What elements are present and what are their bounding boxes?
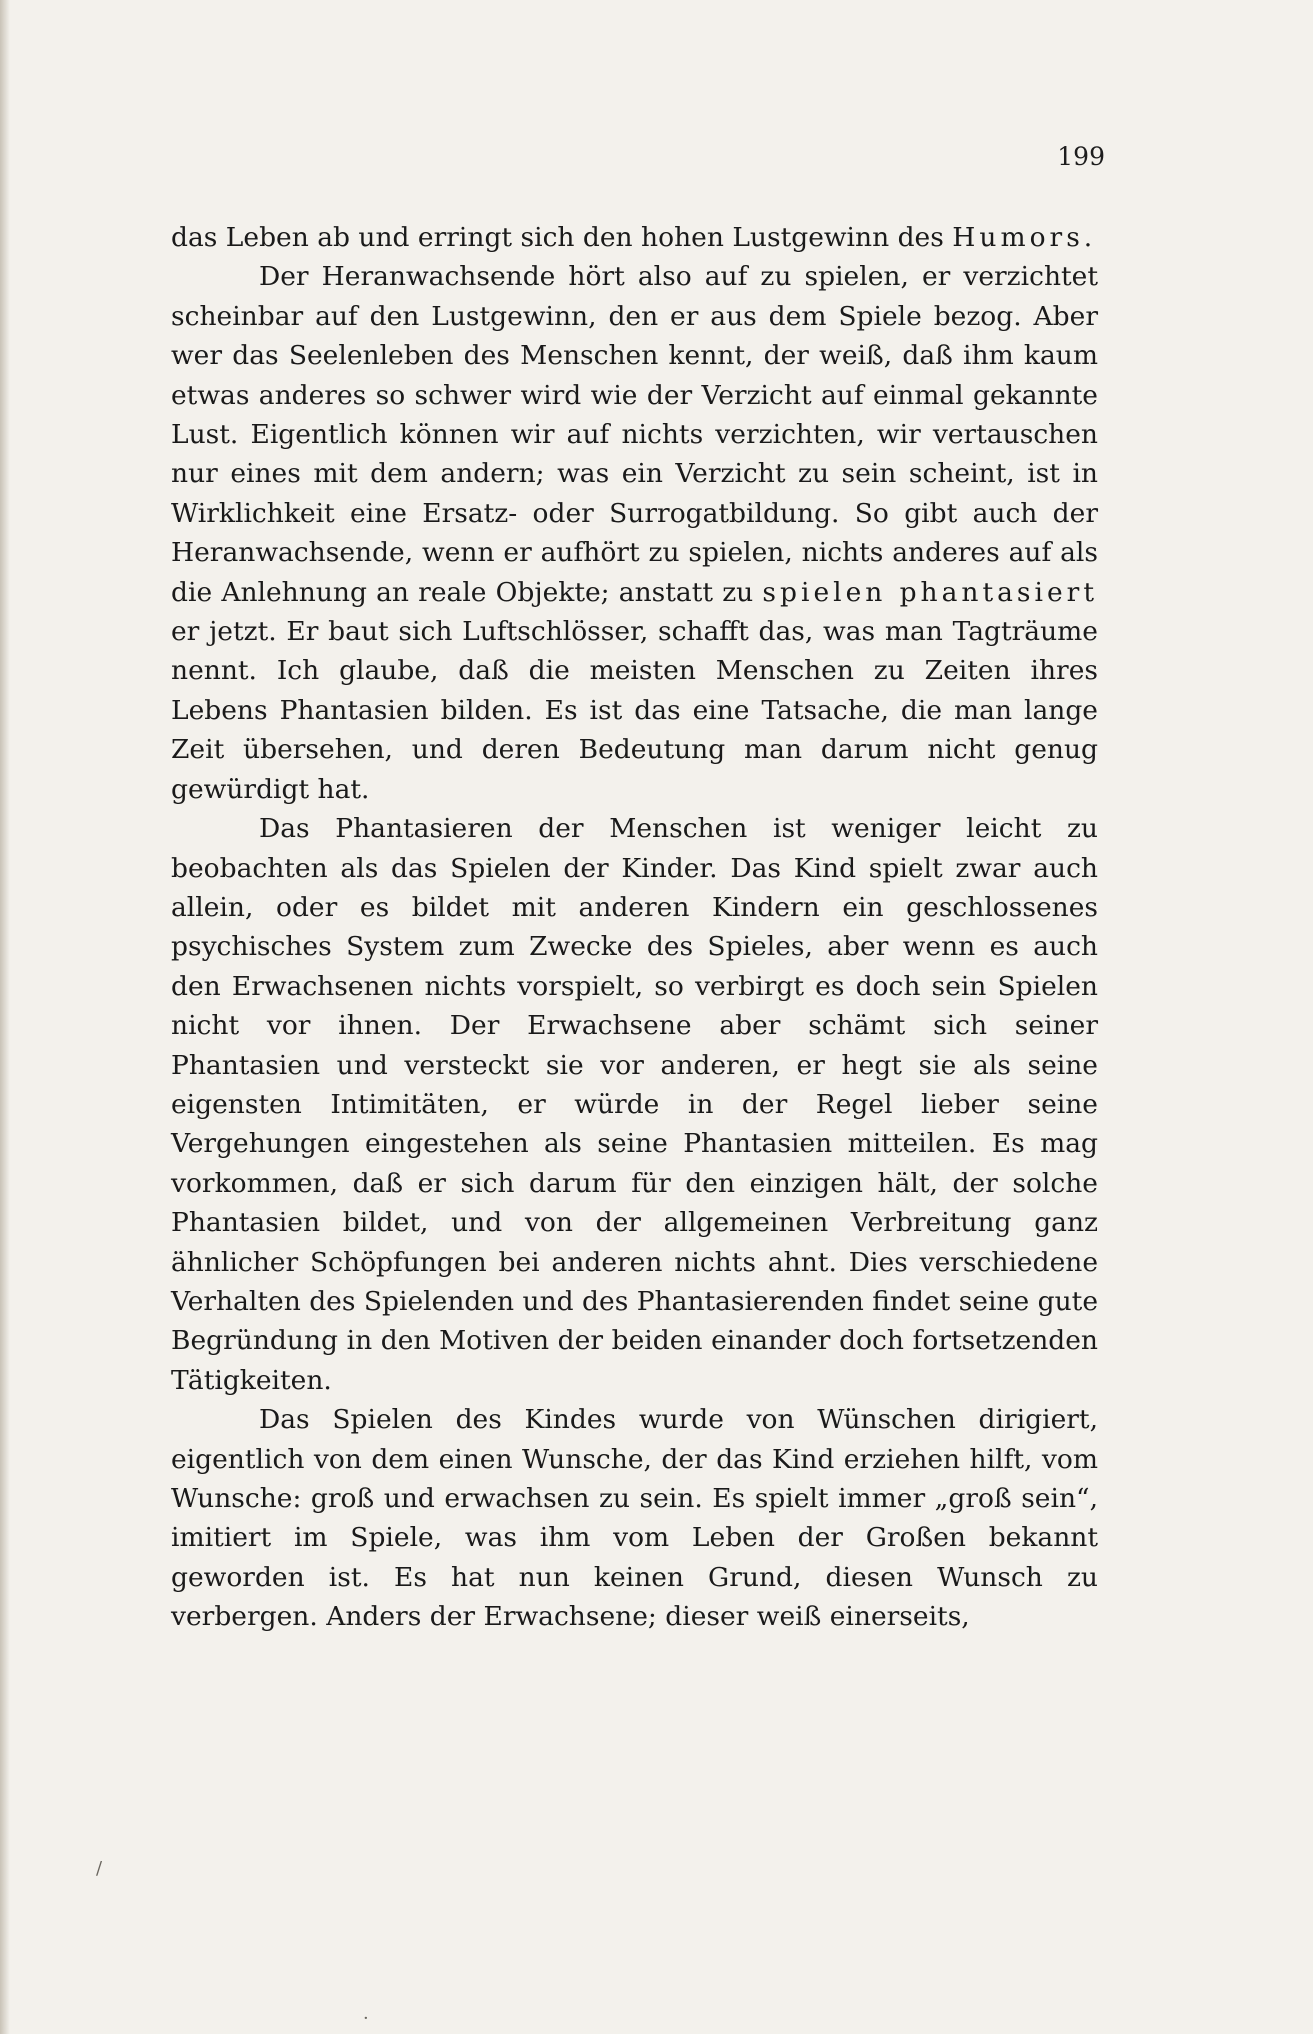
text-segment: das Leben ab und erringt sich den hohen Lustgewinn des	[171, 222, 953, 253]
paragraph	[171, 218, 1098, 257]
text-segment: Das Phantasieren der Menschen ist weniger leicht zu beobachten als das Spielen der Kinder. Das Kind spielt zwar auch allein, oder es bildet mit anderen Kindern ein geschlossenes psychisches System zum Zwecke des Spieles, aber wenn es auch den Erwachsenen nichts vorspielt, so verbirgt es doch sein Spielen nicht vor ihnen. Der Erwachsene aber schämt sich seiner Phantasien und versteckt sie vor anderen, er hegt sie als seine eigensten Intimitäten, er würde in der Regel lieber seine Vergehungen eingestehen als seine Phantasien mitteilen. Es mag vorkommen, daß er sich darum für den einzigen hält, der solche Phantasien bildet, und von der allgemeinen Verbreitung ganz ähnlicher Schöpfungen bei anderen nichts ahnt. Dies verschiedene Verhalten des Spielenden und des Phantasierenden findet seine gute Begründung in den Motiven der beiden einander doch fortsetzenden Tätigkeiten.	[171, 813, 1098, 1396]
paragraph	[171, 809, 1098, 1400]
paragraph	[171, 1400, 1098, 1636]
bottom-dot-mark: ·	[363, 2008, 369, 2029]
body-text	[171, 218, 1098, 1637]
spaced-emphasis-text: Humors	[952, 222, 1084, 253]
text-segment: Das Spielen des Kindes wurde von Wünschen dirigiert, eigentlich von dem einen Wunsche, der das Kind erziehen hilft, vom Wunsche: groß und erwachsen zu sein. Es spielt immer „groß sein“, imitiert im Spiele, was ihm vom Leben der Großen bekannt geworden ist. Es hat nun keinen Grund, diesen Wunsch zu verbergen. Anders der Erwachsene; dieser weiß einerseits,	[171, 1404, 1098, 1633]
text-segment: .	[1083, 222, 1093, 253]
page-binding-shadow	[0, 0, 10, 2034]
page-number: 199	[1057, 142, 1105, 171]
text-segment: Der Heranwachsende hört also auf zu spielen, er verzichtet scheinbar auf den Lustgewinn, den er aus dem Spiele bezog. Aber wer das Seelenleben des Menschen kennt, der weiß, daß ihm kaum etwas anderes so schwer wird wie der Verzicht auf einmal gekannte Lust. Eigentlich können wir auf nichts verzichten, wir vertauschen nur eines mit dem andern; was ein Verzicht zu sein scheint, ist in Wirklichkeit eine Ersatz- oder Surrogatbildung. So gibt auch der Heranwachsende, wenn er aufhört zu spielen, nichts anderes auf als die Anlehnung an reale Objekte; anstatt zu	[171, 261, 1098, 608]
text-segment: er jetzt. Er baut sich Luftschlösser, schafft das, was man Tagträume nennt. Ich glaube, daß die meisten Menschen zu Zeiten ihres Lebens Phantasien bilden. Es ist das eine Tatsache, die man lange Zeit übersehen, und deren Bedeutung man darum nicht genug gewürdigt hat.	[171, 616, 1098, 805]
paragraph	[171, 257, 1098, 809]
spaced-emphasis-text: spielen phantasiert	[762, 576, 1098, 608]
margin-tick-mark: /	[96, 1858, 103, 1879]
